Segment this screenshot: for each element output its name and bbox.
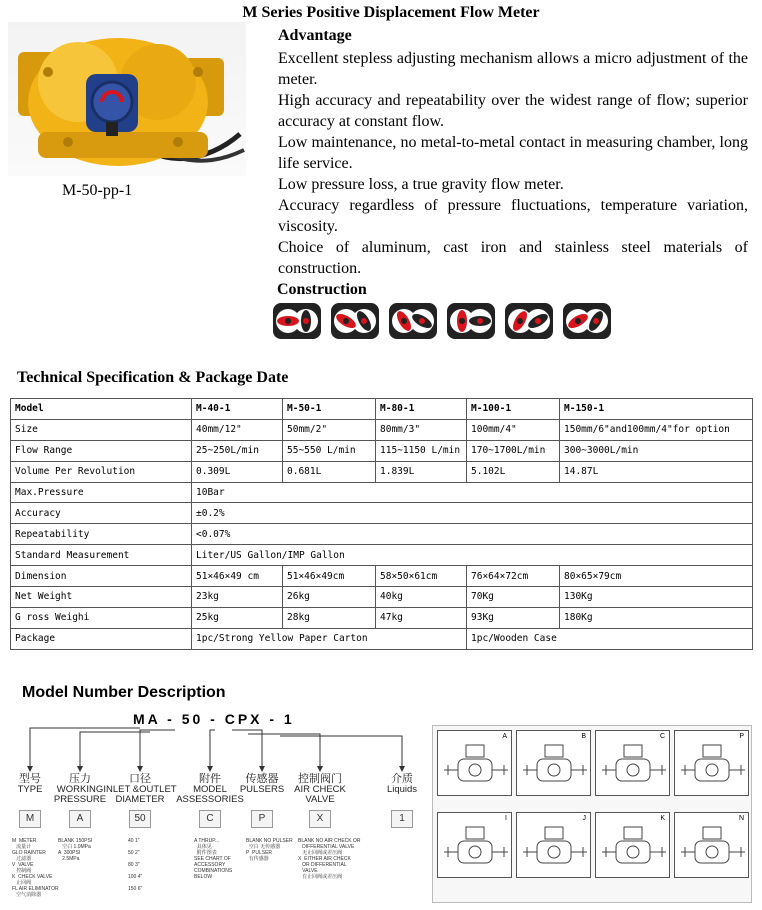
spec-cell: 180Kg <box>560 607 753 628</box>
model-code-box: 50 <box>129 810 151 828</box>
spec-row <box>11 607 753 628</box>
schematic-drawing-icon <box>517 731 592 797</box>
rotor-diagram-icon <box>388 302 438 340</box>
accessory-schematic <box>674 812 749 878</box>
spec-cell: Standard Measurement <box>11 545 192 566</box>
rotor-diagram-icon <box>330 302 380 340</box>
spec-cell: Package <box>11 628 192 649</box>
spec-cell: G ross Weighi <box>11 607 192 628</box>
category-zh: 压力 <box>69 773 91 785</box>
spec-cell: 10Bar <box>192 482 753 503</box>
spec-cell: Accuracy <box>11 503 192 524</box>
spec-cell: 25kg <box>192 607 283 628</box>
advantage-heading: Advantage <box>278 27 352 44</box>
schematic-drawing-icon <box>438 813 513 879</box>
model-code-box: A <box>69 810 91 828</box>
spec-cell: 26kg <box>283 587 376 608</box>
advantage-item: Low pressure loss, a true gravity flow meter. <box>278 176 564 193</box>
advantage-item: Choice of aluminum, cast iron and stainless steel materials of construction. <box>278 239 748 277</box>
spec-cell: 150mm/6"and100mm/4"for option <box>560 419 753 440</box>
accessory-schematic <box>437 730 512 796</box>
schematic-label: I <box>505 815 507 822</box>
category-en: WORKING PRESSURE <box>53 784 107 805</box>
category-en: INLET &OUTLET DIAMETER <box>103 784 177 805</box>
schematic-label: C <box>659 733 665 740</box>
rotor-diagram-icon <box>446 302 496 340</box>
spec-cell: M-40-1 <box>192 399 283 420</box>
spec-cell: 14.87L <box>560 461 753 482</box>
spec-cell: 55~550 L/min <box>283 440 376 461</box>
spec-cell: Dimension <box>11 566 192 587</box>
advantage-item: Excellent stepless adjusting mechanism allows a micro adjustment of the meter. <box>278 50 748 88</box>
spec-cell: ±0.2% <box>192 503 753 524</box>
schematic-drawing-icon <box>675 731 750 797</box>
model-option-list: M METER 流量计 GLO RAINTER 过滤器 V VALVE 控制阀 K CHECK VALVE 止回阀 FL AIR ELIMINATOR 空气消除器 <box>12 838 59 898</box>
spec-row <box>11 545 753 566</box>
schematic-drawing-icon <box>438 731 513 797</box>
model-code-box: X <box>309 810 331 828</box>
schematic-label: K <box>660 815 665 822</box>
spec-cell: Model <box>11 399 192 420</box>
model-option-list: 40 1" 50 2" 80 3" 100 4" 150 6" <box>128 838 143 892</box>
spec-cell: Size <box>11 419 192 440</box>
construction-heading: Construction <box>277 281 367 298</box>
construction-diagrams <box>272 302 612 342</box>
spec-cell: 80mm/3" <box>376 419 467 440</box>
spec-cell: 1pc/Strong Yellow Paper Carton <box>192 628 467 649</box>
spec-cell: 40mm/12" <box>192 419 283 440</box>
rotor-diagram-icon <box>272 302 322 340</box>
model-code: MA - 50 - CPX - 1 <box>133 711 295 727</box>
spec-cell: 130Kg <box>560 587 753 608</box>
category-zh: 附件 <box>199 773 221 785</box>
spec-cell: 70Kg <box>467 587 560 608</box>
spec-cell: 5.102L <box>467 461 560 482</box>
spec-cell: 76×64×72cm <box>467 566 560 587</box>
spec-cell: M-80-1 <box>376 399 467 420</box>
model-category <box>280 773 360 805</box>
advantage-item: High accuracy and repeatability over the widest range of flow; superior accuracy at constant flow. <box>278 92 748 130</box>
schematic-label: B <box>581 733 586 740</box>
spec-cell: M-150-1 <box>560 399 753 420</box>
accessory-schematic <box>516 730 591 796</box>
spec-table <box>10 398 753 650</box>
spec-cell: 100mm/4" <box>467 419 560 440</box>
model-category <box>362 773 442 795</box>
schematic-drawing-icon <box>596 813 671 879</box>
schematic-label: A <box>502 733 507 740</box>
model-code-box: 1 <box>391 810 413 828</box>
spec-cell: 1.839L <box>376 461 467 482</box>
spec-row <box>11 461 753 482</box>
model-option-list: BLANK NO AIR CHECK OR DIFFERENTIAL VALVE 无止回阀或差压阀 X EITHER AIR CHECK OR DIFFERENTIAL VALVE 有止回阀或差压阀 <box>298 838 361 880</box>
accessory-schematic <box>516 812 591 878</box>
category-en: TYPE <box>17 784 43 795</box>
spec-cell: 1pc/Wooden Case <box>467 628 753 649</box>
spec-cell: 28kg <box>283 607 376 628</box>
model-option-list: BLANK 150PSI 空白 1.0MPa A 300PSI 2.5MPa <box>58 838 93 862</box>
category-zh: 传感器 <box>245 773 279 785</box>
spec-row <box>11 587 753 608</box>
schematic-label: N <box>738 815 744 822</box>
schematic-drawing-icon <box>596 731 671 797</box>
model-code-box: C <box>199 810 221 828</box>
meter-photo <box>8 22 246 176</box>
schematic-label: P <box>739 733 744 740</box>
spec-cell: <0.07% <box>192 524 753 545</box>
accessory-schematic <box>437 812 512 878</box>
model-option-list: A THRUP... 具体见 附件图表 SEE CHART OF ACCESSORY COMBINATIONS BELOW <box>194 838 233 880</box>
spec-cell: Flow Range <box>11 440 192 461</box>
spec-cell: 51×46×49cm <box>283 566 376 587</box>
spec-cell: 58×50×61cm <box>376 566 467 587</box>
schematic-drawing-icon <box>517 813 592 879</box>
spec-row <box>11 566 753 587</box>
spec-row <box>11 482 753 503</box>
spec-cell: M-100-1 <box>467 399 560 420</box>
spec-cell: 50mm/2" <box>283 419 376 440</box>
advantage-item: Accuracy regardless of pressure fluctuations, temperature variation, viscosity. <box>278 197 748 235</box>
model-description-heading: Model Number Description <box>22 684 226 701</box>
spec-cell: Net Weight <box>11 587 192 608</box>
category-en: PULSERS <box>239 784 285 795</box>
category-en: MODEL ASSESSORIES <box>176 784 244 805</box>
schematic-drawing-icon <box>675 813 750 879</box>
spec-cell: M-50-1 <box>283 399 376 420</box>
spec-cell: 51×46×49 cm <box>192 566 283 587</box>
spec-cell: Repeatability <box>11 524 192 545</box>
spec-cell: 47kg <box>376 607 467 628</box>
flow-meter-image <box>8 22 246 176</box>
category-zh: 控制阀门 <box>298 773 342 785</box>
spec-row <box>11 419 753 440</box>
category-zh: 型号 <box>19 773 41 785</box>
page-title: M Series Positive Displacement Flow Meter <box>242 4 540 21</box>
advantage-item: Low maintenance, no metal-to-metal contact in measuring chamber, long life service. <box>278 134 748 172</box>
spec-cell: Volume Per Revolution <box>11 461 192 482</box>
model-code-box: P <box>251 810 273 828</box>
spec-cell: Liter/US Gallon/IMP Gallon <box>192 545 753 566</box>
spec-cell: 170~1700L/min <box>467 440 560 461</box>
spec-row <box>11 440 753 461</box>
accessory-schematic <box>595 812 670 878</box>
spec-cell: 0.309L <box>192 461 283 482</box>
spec-cell: Max.Pressure <box>11 482 192 503</box>
category-en: AIR CHECK VALVE <box>294 784 346 805</box>
category-en: Liquids <box>386 784 418 795</box>
rotor-diagram-icon <box>562 302 612 340</box>
spec-cell: 80×65×79cm <box>560 566 753 587</box>
spec-cell: 25~250L/min <box>192 440 283 461</box>
category-zh: 口径 <box>129 773 151 785</box>
spec-cell: 93Kg <box>467 607 560 628</box>
photo-caption: M-50-pp-1 <box>62 182 133 199</box>
spec-row <box>11 628 753 649</box>
spec-row <box>11 399 753 420</box>
accessory-schematic <box>595 730 670 796</box>
model-category <box>100 773 180 805</box>
spec-cell: 115~1150 L/min <box>376 440 467 461</box>
spec-cell: 300~3000L/min <box>560 440 753 461</box>
spec-heading: Technical Specification & Package Date <box>17 369 289 386</box>
spec-row <box>11 524 753 545</box>
category-zh: 介质 <box>391 773 413 785</box>
accessory-schematic <box>674 730 749 796</box>
schematic-label: J <box>582 815 586 822</box>
advantage-list <box>278 48 748 279</box>
accessory-schematic-panel <box>432 725 752 903</box>
model-code-box: M <box>19 810 41 828</box>
model-option-list: BLANK NO PULSER 空白 无传感器 P PULSER 有传感器 <box>246 838 293 862</box>
spec-cell: 23kg <box>192 587 283 608</box>
spec-cell: 0.681L <box>283 461 376 482</box>
spec-row <box>11 503 753 524</box>
rotor-diagram-icon <box>504 302 554 340</box>
spec-cell: 40kg <box>376 587 467 608</box>
